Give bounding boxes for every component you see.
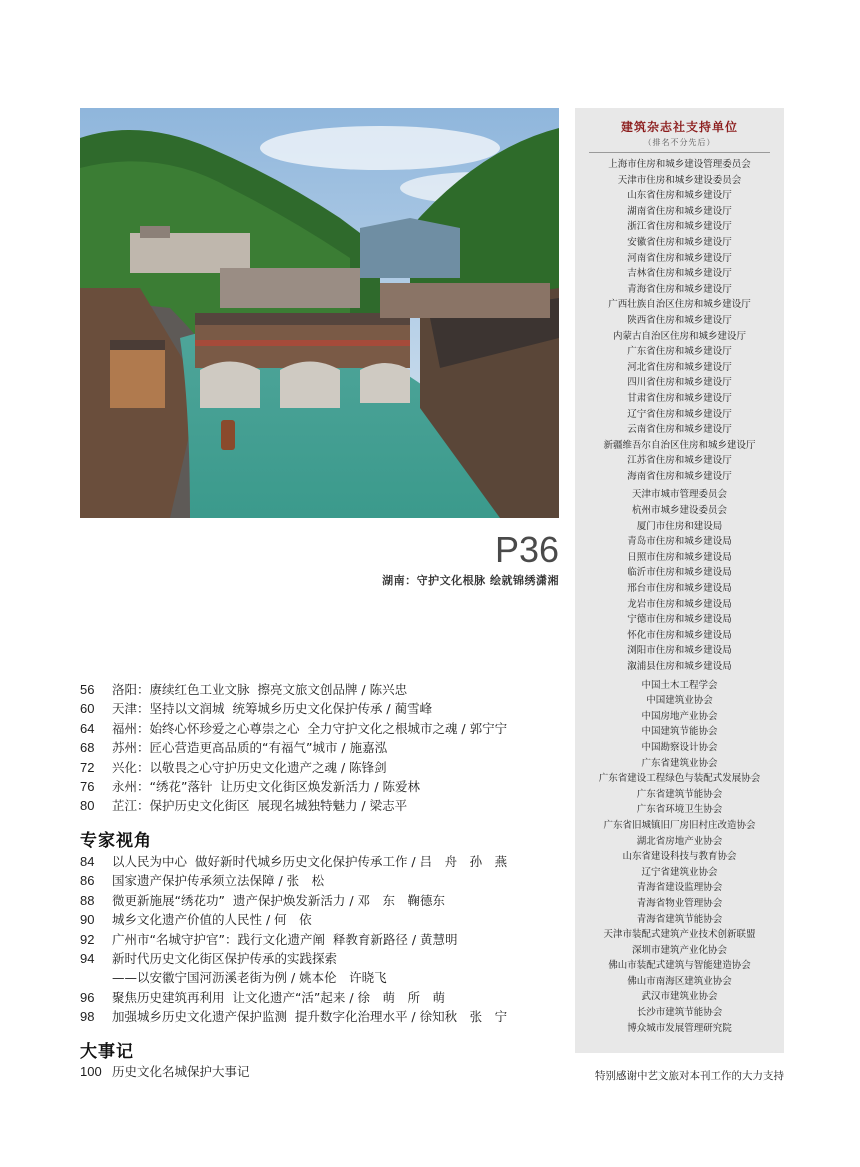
supporter-item: 湖北省房地产业协会 xyxy=(636,835,723,847)
toc-entry-text: 广州市“名城守护官”：践行文化遗产阐 释教育新路径 / 黄慧明 xyxy=(112,931,458,947)
toc-entry[interactable] xyxy=(80,891,560,910)
supporter-item: 武汉市建筑业协会 xyxy=(641,991,718,1003)
supporter-item: 天津市住房和城乡建设委员会 xyxy=(617,174,742,186)
supporter-item: 广东省环境卫生协会 xyxy=(636,804,723,816)
supporter-item: 中国土木工程学会 xyxy=(641,679,718,691)
toc-entry-text: 福州：始终心怀珍爱之心尊崇之心 全力守护文化之根城市之魂 / 郭宁宁 xyxy=(112,720,508,736)
supporter-item: 中国勘察设计协会 xyxy=(641,741,718,753)
toc-page-number: 60 xyxy=(80,701,95,717)
supporter-item: 安徽省住房和城乡建设厅 xyxy=(627,236,732,248)
supporter-item: 甘肃省住房和城乡建设厅 xyxy=(627,392,732,404)
toc-page-number: 72 xyxy=(80,759,95,775)
toc-page-number: 98 xyxy=(80,1009,95,1025)
toc-page-number: 64 xyxy=(80,720,95,736)
toc-entry-text: 国家遗产保护传承须立法保障 / 张 松 xyxy=(112,873,325,889)
toc-entry[interactable] xyxy=(80,968,560,987)
toc-page-number: 68 xyxy=(80,740,95,756)
toc-entry[interactable] xyxy=(80,738,560,757)
supporter-item: 新疆维吾尔自治区住房和城乡建设厅 xyxy=(603,439,756,451)
supporter-item: 广东省建设工程绿色与装配式发展协会 xyxy=(598,773,761,785)
supporter-item: 怀化市住房和城乡建设局 xyxy=(627,629,732,641)
supporter-item: 内蒙古自治区住房和城乡建设厅 xyxy=(612,330,746,342)
supporter-item: 四川省住房和城乡建设厅 xyxy=(627,377,732,389)
supporter-group xyxy=(575,487,784,674)
toc-entry[interactable] xyxy=(80,680,560,699)
supporter-item: 广东省建筑节能协会 xyxy=(636,788,723,800)
supporter-item: 青海省住房和城乡建设厅 xyxy=(627,283,732,295)
supporter-item: 邢台市住房和城乡建设局 xyxy=(627,583,732,595)
supporter-group xyxy=(575,678,784,1037)
toc-entry[interactable] xyxy=(80,1062,560,1081)
sidebar-divider xyxy=(589,152,770,153)
toc-entry-text: 天津：坚持以文润城 统筹城乡历史文化保护传承 / 蔺雪峰 xyxy=(112,701,433,717)
toc-entry-text: 兴化：以敬畏之心守护历史文化遗产之魂 / 陈锋剑 xyxy=(112,759,387,775)
toc-page-number: 84 xyxy=(80,854,95,869)
thanks-note: 特别感谢中艺文旅对本刊工作的大力支持 xyxy=(595,1070,784,1082)
sidebar-supporter-groups xyxy=(575,157,784,1036)
toc-entry[interactable] xyxy=(80,758,560,777)
toc-entry[interactable] xyxy=(80,719,560,738)
toc-entry[interactable] xyxy=(80,699,560,718)
toc-city-list xyxy=(80,680,560,816)
supporter-item: 佛山市装配式建筑与智能建造协会 xyxy=(608,960,751,972)
supporter-item: 浙江省住房和城乡建设厅 xyxy=(627,221,732,233)
toc-entry-text: 聚焦历史建筑再利用 让文化遗产“活”起来 / 徐 萌 所 萌 xyxy=(112,989,446,1005)
toc-events-list xyxy=(80,1062,560,1081)
supporter-item: 山东省住房和城乡建设厅 xyxy=(627,190,732,202)
supporter-item: 广东省旧城镇旧厂房旧村庄改造协会 xyxy=(603,819,756,831)
supporters-sidebar xyxy=(575,108,784,1053)
supporter-item: 海南省住房和城乡建设厅 xyxy=(627,470,732,482)
toc-entry-text: 芷江：保护历史文化街区 展现名城独特魅力 / 梁志平 xyxy=(112,798,408,814)
toc-page-number: 92 xyxy=(80,931,95,947)
town-river-illustration xyxy=(80,108,559,518)
supporter-item: 青海省建筑节能协会 xyxy=(636,913,723,925)
toc-page-number: 88 xyxy=(80,892,95,908)
supporter-item: 上海市住房和城乡建设管理委员会 xyxy=(608,159,751,170)
supporter-item: 吉林省住房和城乡建设厅 xyxy=(627,268,732,280)
supporter-item: 云南省住房和城乡建设厅 xyxy=(627,424,732,436)
toc-expert-list xyxy=(80,852,560,1027)
supporter-item: 天津市装配式建筑产业技术创新联盟 xyxy=(603,929,756,941)
toc-entry[interactable] xyxy=(80,910,560,929)
toc-page-number: 96 xyxy=(80,989,95,1005)
feature-page-number: P36 xyxy=(494,529,559,570)
supporter-item: 溆浦县住房和城乡建设局 xyxy=(627,661,732,672)
toc-page-number xyxy=(80,968,112,987)
sidebar-title: 建筑杂志社支持单位 xyxy=(620,120,738,134)
toc-entry[interactable] xyxy=(80,988,560,1007)
sidebar-subtitle: （排名不分先后） xyxy=(643,138,716,147)
supporter-item: 广东省建筑业协会 xyxy=(641,757,718,769)
supporter-item: 博众城市发展管理研究院 xyxy=(627,1022,732,1034)
supporter-item: 辽宁省建筑业协会 xyxy=(641,866,718,878)
toc-entry-text: 新时代历史文化街区保护传承的实践探索 xyxy=(112,950,338,966)
toc-entry[interactable] xyxy=(80,777,560,796)
supporter-item: 中国房地产业协会 xyxy=(641,710,718,722)
supporter-item: 杭州市城乡建设委员会 xyxy=(631,505,727,517)
toc-entry-text: 城乡文化遗产价值的人民性 / 何 依 xyxy=(112,912,312,928)
supporter-item: 中国建筑节能协会 xyxy=(641,726,718,738)
supporter-item: 长沙市建筑节能协会 xyxy=(636,1007,723,1019)
toc-entry-text: ——以安徽宁国河沥溪老街为例 / 姚本伦 许晓飞 xyxy=(112,970,387,986)
supporter-item: 浏阳市住房和城乡建设局 xyxy=(627,645,732,657)
supporter-item: 天津市城市管理委员会 xyxy=(631,489,727,501)
toc-entry-text: 历史文化名城保护大事记 xyxy=(112,1064,250,1079)
toc-entry[interactable] xyxy=(80,930,560,949)
supporter-item: 广西壮族自治区住房和城乡建设厅 xyxy=(608,299,751,311)
supporter-item: 宁德市住房和城乡建设局 xyxy=(627,614,732,626)
toc-page-number: 94 xyxy=(80,950,95,966)
supporter-item: 青岛市住房和城乡建设局 xyxy=(627,536,732,548)
supporter-item: 青海省建设监理协会 xyxy=(636,882,723,894)
feature-title: 湖南：守护文化根脉 绘就锦绣潇湘 xyxy=(382,574,559,587)
supporter-item: 湖南省住房和城乡建设厅 xyxy=(627,205,732,217)
supporter-item: 深圳市建筑产业化协会 xyxy=(631,944,727,956)
toc-entry[interactable] xyxy=(80,949,560,968)
toc-page-number: 76 xyxy=(80,778,95,794)
supporter-item: 日照市住房和城乡建设局 xyxy=(627,551,732,563)
toc-entry-text: 以人民为中心 做好新时代城乡历史文化保护传承工作 / 吕 舟 孙 燕 xyxy=(112,854,508,869)
toc-page-number: 90 xyxy=(80,912,95,928)
supporter-item: 广东省住房和城乡建设厅 xyxy=(627,346,732,358)
toc-entry-text: 永州：“绣花”落针 让历史文化街区焕发新活力 / 陈爱林 xyxy=(112,778,421,794)
toc-entry[interactable] xyxy=(80,852,560,871)
toc-page-number: 86 xyxy=(80,873,95,889)
section-heading-events: 大事记 xyxy=(80,1042,134,1062)
toc-entry[interactable] xyxy=(80,1007,560,1026)
toc-entry-text: 微更新施展“绣花功” 遗产保护焕发新活力 / 邓 东 鞠德东 xyxy=(112,892,446,908)
supporter-item: 山东省建设科技与教育协会 xyxy=(622,851,737,863)
toc-entry[interactable] xyxy=(80,871,560,890)
supporter-item: 中国建筑业协会 xyxy=(646,695,713,707)
cover-photo xyxy=(80,108,559,518)
supporter-item: 青海省物业管理协会 xyxy=(636,897,723,909)
supporter-item: 佛山市南海区建筑业协会 xyxy=(627,975,732,987)
toc-entry-text: 苏州：匠心营造更高品质的“有福气”城市 / 施嘉泓 xyxy=(112,740,388,756)
supporter-item: 河北省住房和城乡建设厅 xyxy=(627,361,732,373)
supporter-item: 厦门市住房和建设局 xyxy=(636,520,723,532)
supporter-group xyxy=(575,157,784,484)
supporter-item: 河南省住房和城乡建设厅 xyxy=(627,252,732,264)
toc-page-number: 100 xyxy=(80,1064,102,1079)
supporter-item: 辽宁省住房和城乡建设厅 xyxy=(627,408,732,420)
toc-page-number: 56 xyxy=(80,682,95,697)
toc-entry-text: 加强城乡历史文化遗产保护监测 提升数字化治理水平 / 徐知秋 张 宁 xyxy=(112,1009,508,1025)
toc-entry-text: 洛阳：赓续红色工业文脉 擦亮文旅文创品牌 / 陈兴忠 xyxy=(112,682,408,697)
toc-page-number: 80 xyxy=(80,798,95,814)
supporter-item: 龙岩市住房和城乡建设局 xyxy=(627,598,732,610)
supporter-item: 江苏省住房和城乡建设厅 xyxy=(627,455,732,467)
section-heading-expert: 专家视角 xyxy=(80,831,152,851)
toc-entry[interactable] xyxy=(80,796,560,815)
supporter-item: 陕西省住房和城乡建设厅 xyxy=(627,314,732,326)
supporter-item: 临沂市住房和城乡建设局 xyxy=(627,567,732,579)
